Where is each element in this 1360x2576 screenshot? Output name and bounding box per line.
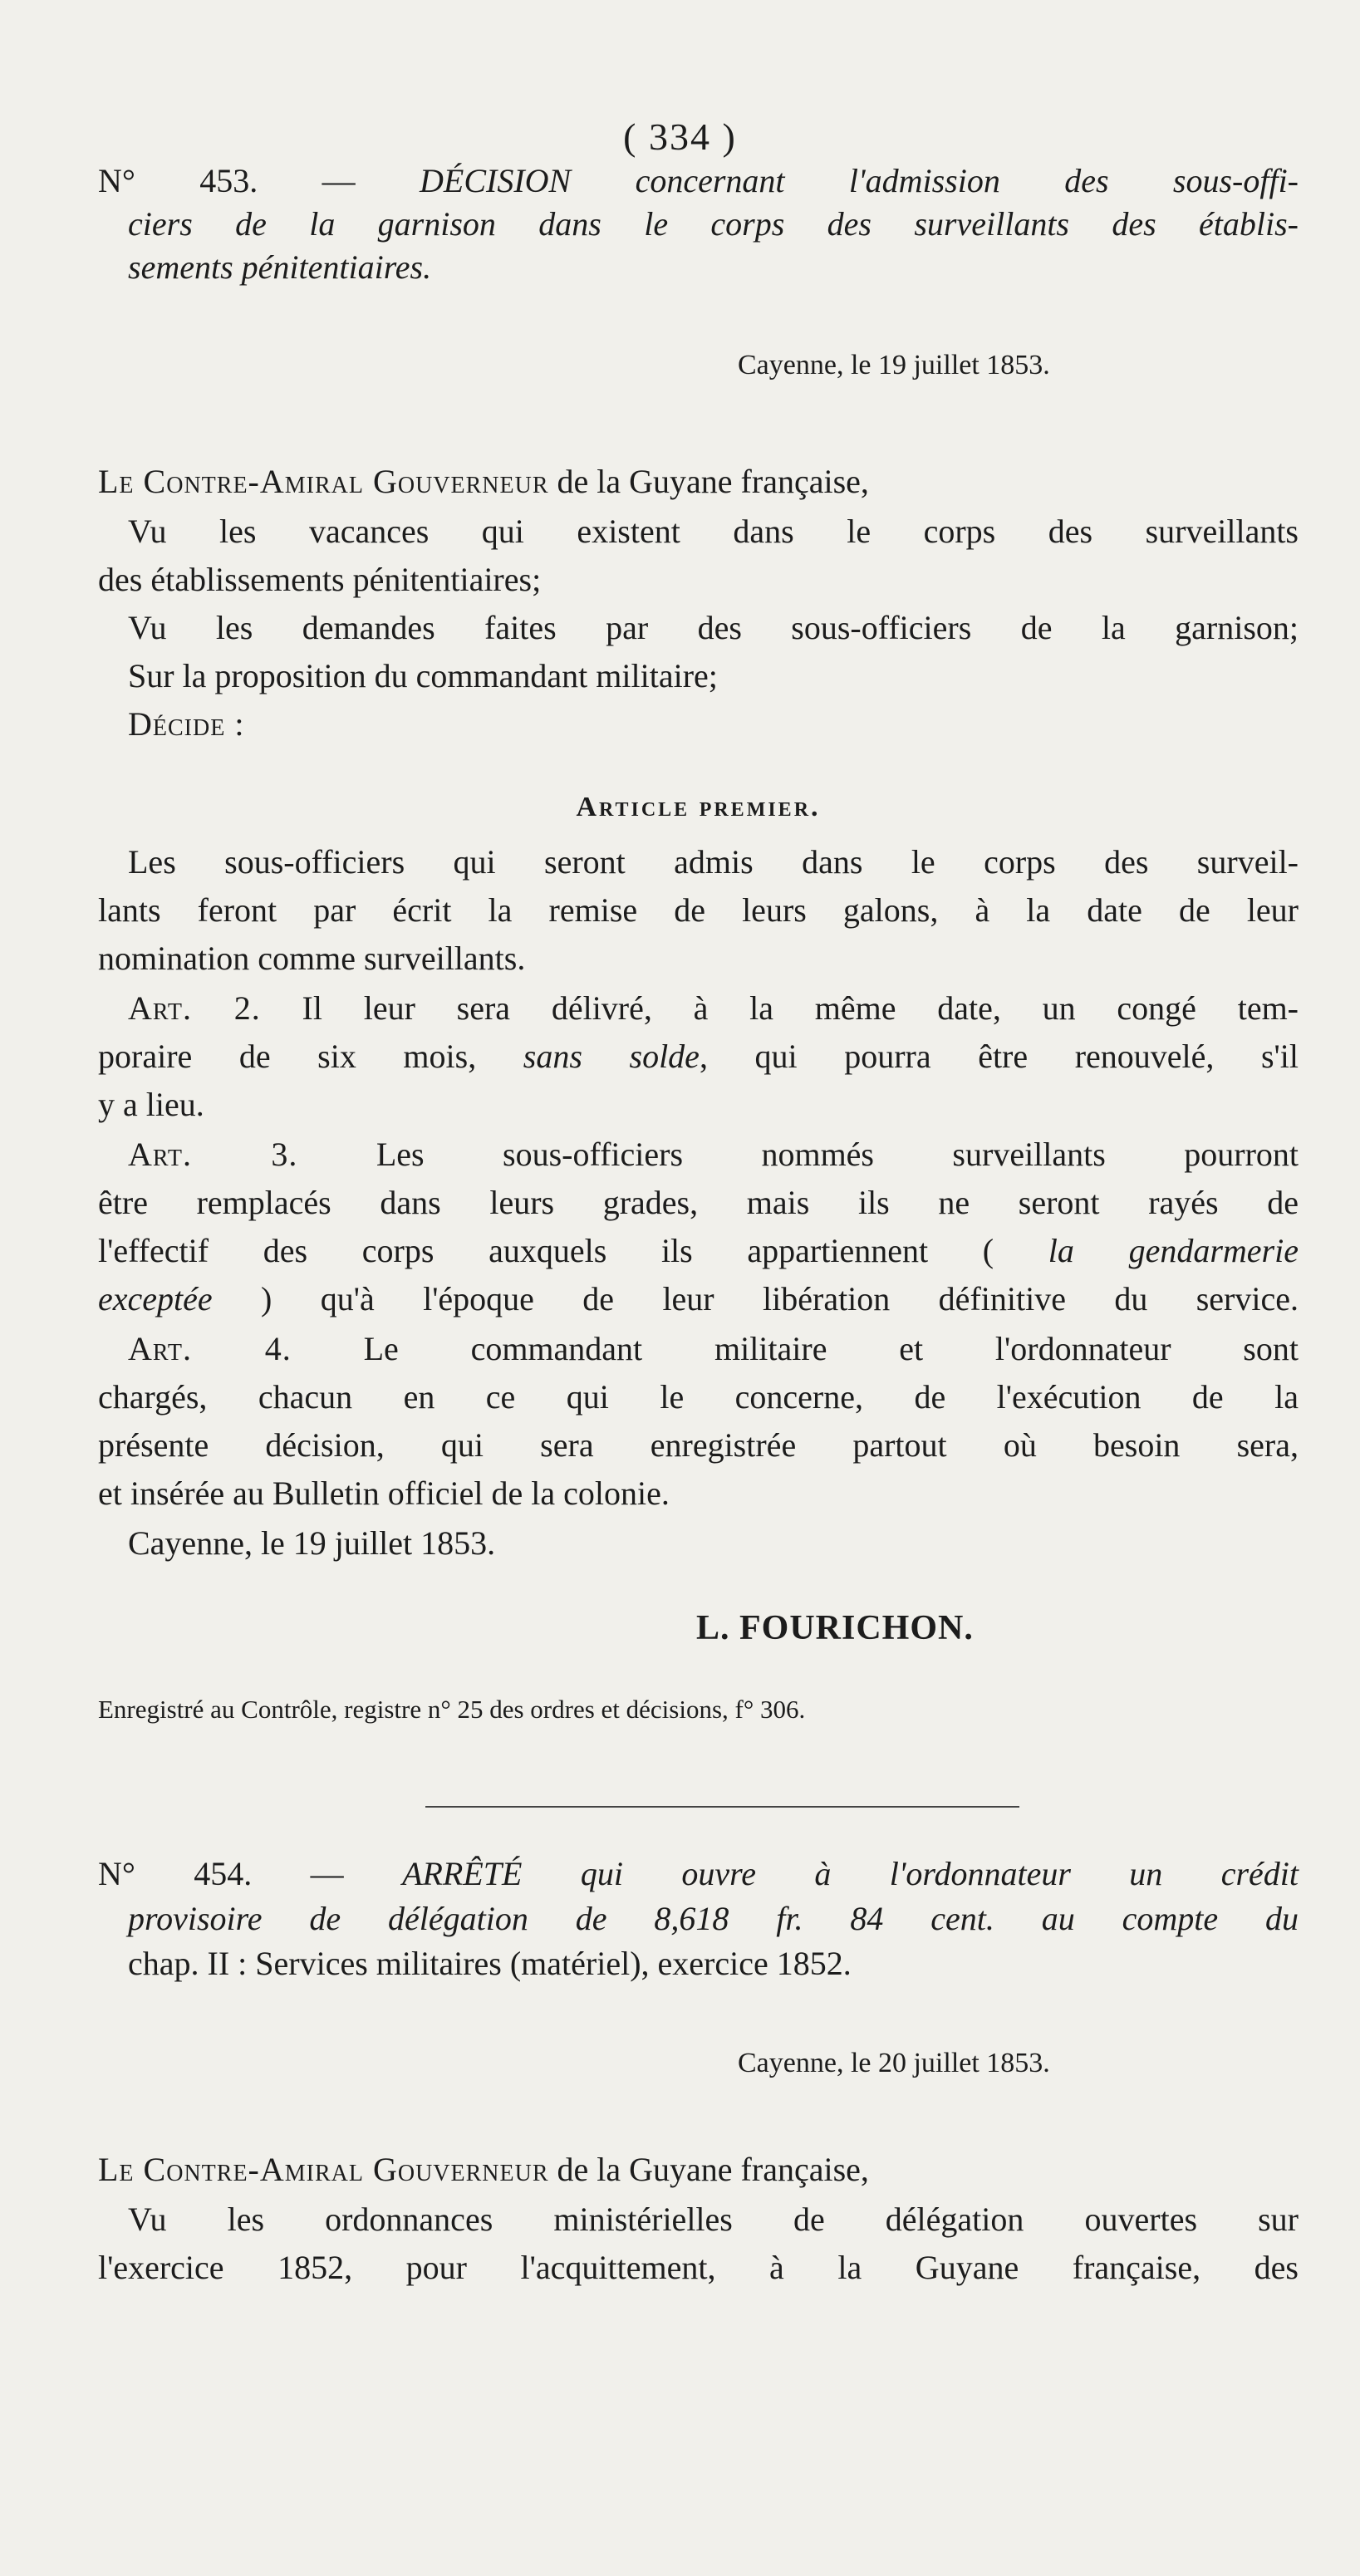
arrete-number: N° 454. —: [98, 1855, 344, 1892]
article-3-text-1: Les sous-officiers nommés surveillants pourront: [376, 1136, 1299, 1173]
article-4-line-1: [128, 1326, 1299, 1372]
page-number: ( 334 ): [623, 115, 737, 158]
article-3-label: Art. 3.: [128, 1136, 298, 1173]
article-4-label: Art. 4.: [128, 1330, 292, 1367]
article-2-label: Art. 2.: [128, 989, 261, 1027]
arrete-vu-b: l'exercice 1852, pour l'acquittement, à la Guyane française, des: [98, 2249, 1299, 2286]
article-4-line-2: chargés, chacun en ce qui le concerne, de l'exécution de la: [98, 1378, 1299, 1416]
article-2-sans-solde: sans solde: [523, 1038, 700, 1075]
article-1-line-1: Les sous-officiers qui seront admis dans le corps des surveil-: [128, 843, 1299, 881]
arrete-vu-a: Vu les ordonnances ministérielles de délégation ouvertes sur: [128, 2201, 1299, 2238]
decision-number: N° 453. —: [98, 162, 356, 199]
decision-dateline: Cayenne, le 19 juillet 1853.: [738, 350, 1050, 380]
arrete-authority: [98, 2147, 869, 2193]
article-2-line-1: [128, 985, 1299, 1032]
decision-heading-line-2: ciers de la garnison dans le corps des surveillants des établis-: [128, 205, 1299, 243]
article-3-line-2: être remplacés dans leurs grades, mais ils ne seront rayés de: [98, 1184, 1299, 1221]
authority-rest: de la Guyane française,: [557, 463, 869, 500]
decision-registration: Enregistré au Contrôle, registre n° 25 des ordres et décisions, f° 306.: [98, 1695, 806, 1724]
article-3-gendarmerie: la gendarmerie: [1048, 1232, 1299, 1269]
arrete-heading-line-3: chap. II : Services militaires (matériel), exercice 1852.: [128, 1945, 852, 1982]
arrete-title: ARRÊTÉ qui ouvre à l'ordonnateur un crédit: [402, 1855, 1299, 1892]
decision-authority: [98, 459, 869, 505]
article-4-line-3: présente décision, qui sera enregistrée partout où besoin sera,: [98, 1426, 1299, 1464]
decision-title: DÉCISION concernant l'admission des sous-offi-: [420, 162, 1299, 199]
article-3-text-3a: l'effectif des corps auxquels ils appartiennent (: [98, 1232, 994, 1269]
decision-heading-line-1: [98, 158, 1299, 204]
decision-vu-1b: des établissements pénitentiaires;: [98, 561, 542, 598]
article-2-text-2a: poraire de six mois,: [98, 1038, 477, 1075]
arrete-authority-rest: de la Guyane française,: [557, 2151, 869, 2188]
article-3-line-4: [98, 1276, 1299, 1322]
arrete-heading-line-2: provisoire de délégation de 8,618 fr. 84 cent. au compte du: [128, 1900, 1299, 1937]
decision-signature: L. FOURICHON.: [696, 1609, 974, 1647]
article-3-line-3: [98, 1228, 1299, 1274]
decision-decide: Décide :: [128, 705, 245, 743]
article-premier-title: Article premier.: [576, 792, 821, 822]
decision-vu-1a: Vu les vacances qui existent dans le corps des surveillants: [128, 513, 1299, 550]
section-divider: [425, 1806, 1019, 1808]
article-4-line-4: et insérée au Bulletin officiel de la colonie.: [98, 1474, 670, 1512]
decision-closing-date: Cayenne, le 19 juillet 1853.: [128, 1524, 496, 1562]
article-2-line-2: [98, 1033, 1299, 1080]
decision-vu-2: Vu les demandes faites par des sous-officiers de la garnison;: [128, 609, 1299, 646]
article-4-text-1: Le commandant militaire et l'ordonnateur sont: [363, 1330, 1299, 1367]
article-1-line-2: lants feront par écrit la remise de leurs galons, à la date de leur: [98, 891, 1299, 929]
article-1-line-3: nomination comme surveillants.: [98, 940, 526, 977]
article-2-line-3: y a lieu.: [98, 1086, 204, 1123]
arrete-authority-caps: Le Contre-Amiral Gouverneur: [98, 2151, 549, 2188]
article-2-text-1: Il leur sera délivré, à la même date, un congé tem-: [302, 989, 1299, 1027]
article-3-line-1: [128, 1131, 1299, 1178]
authority-caps: Le Contre-Amiral Gouverneur: [98, 463, 549, 500]
article-2-text-2b: , qui pourra être renouvelé, s'il: [699, 1038, 1299, 1075]
article-3-exceptee: exceptée: [98, 1280, 213, 1317]
decision-heading-line-3: sements pénitentiaires.: [128, 248, 432, 286]
arrete-dateline: Cayenne, le 20 juillet 1853.: [738, 2048, 1050, 2078]
decision-sur: Sur la proposition du commandant militaire;: [128, 657, 718, 694]
article-3-text-4b: ) qu'à l'époque de leur libération définitive du service.: [261, 1280, 1299, 1317]
arrete-heading-line-1: [98, 1851, 1299, 1897]
